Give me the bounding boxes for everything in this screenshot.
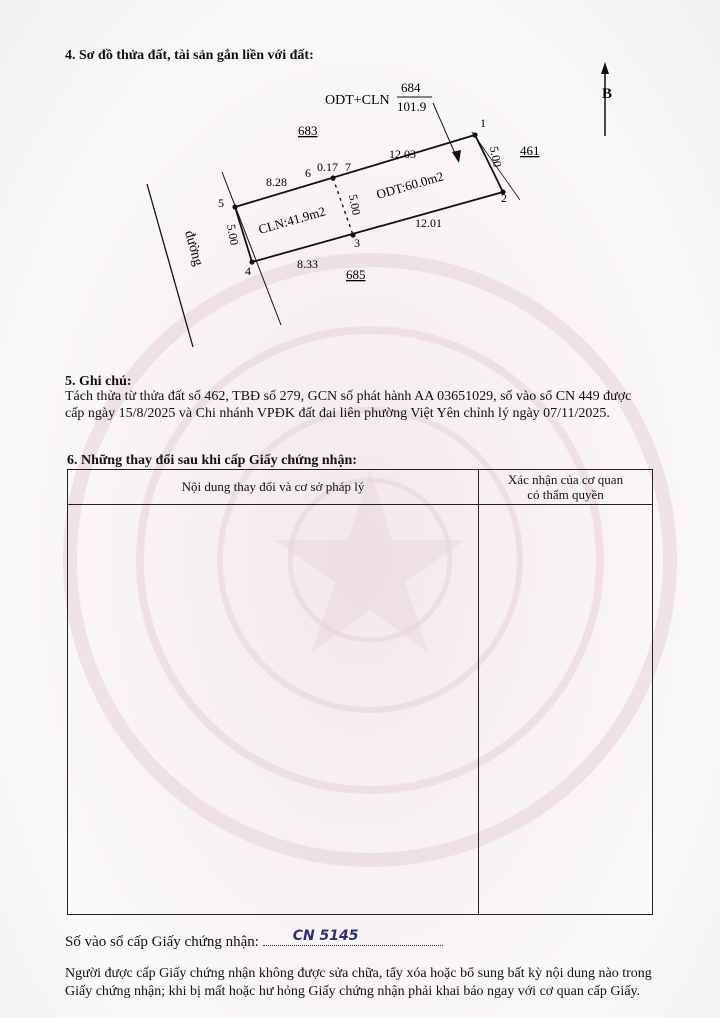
changes-table xyxy=(67,469,653,915)
north-label: B xyxy=(602,86,613,102)
parcel-area: 101.9 xyxy=(397,99,427,114)
note-line-1: Tách thửa từ thửa đất số 462, TBĐ số 279, GCN số phát hành AA 03651029, số vào sổ CN 449 được xyxy=(65,389,632,404)
point-3: 3 xyxy=(354,236,360,250)
section5-title: 5. Ghi chú: xyxy=(65,374,132,389)
parcel-number: 684 xyxy=(401,80,421,95)
dim-top-left: 8.28 xyxy=(266,175,287,189)
zone-cln: CLN:41.9m2 xyxy=(256,203,328,237)
road-label: đường xyxy=(181,228,206,268)
register-label: Số vào sổ cấp Giấy chứng nhận: xyxy=(65,934,259,950)
parcel-boundary xyxy=(235,135,503,262)
point-5: 5 xyxy=(218,196,224,210)
zone-odt: ODT:60.0m2 xyxy=(374,168,446,202)
dim-right: 5.00 xyxy=(487,145,505,169)
dim-left: 5.00 xyxy=(224,223,242,247)
north-arrow-head xyxy=(601,62,609,74)
changes-content-cell xyxy=(68,505,479,915)
neighbor-685: 685 xyxy=(346,267,366,282)
confirmation-cell xyxy=(479,505,653,915)
dim-inner: 5.00 xyxy=(346,193,364,217)
col-header-confirmation: Xác nhận của cơ quan có thẩm quyền xyxy=(479,470,653,505)
dim-bottom-left: 8.33 xyxy=(297,257,318,271)
dim-top-mid: 0.17 xyxy=(317,160,338,174)
col-header-changes: Nội dung thay đổi và cơ sở pháp lý xyxy=(68,470,479,505)
register-dotted-line xyxy=(263,928,443,946)
warning-line-2: Giấy chứng nhận; khi bị mất hoặc hư hỏng Giấy chứng nhận phải khai báo ngay với cơ quan cấp Giấy. xyxy=(65,984,641,999)
neighbor-461: 461 xyxy=(520,143,540,158)
point-2: 2 xyxy=(501,191,507,205)
section4-title: 4. Sơ đồ thửa đất, tài sản gắn liền với đất: xyxy=(65,48,314,63)
dim-bottom-right: 12.01 xyxy=(415,216,442,230)
parcel-label-prefix: ODT+CLN xyxy=(325,93,390,108)
neighbor-683: 683 xyxy=(298,123,318,138)
point-4: 4 xyxy=(245,264,251,278)
parcel-diagram xyxy=(0,60,720,360)
point-1: 1 xyxy=(480,116,486,130)
warning-line-1: Người được cấp Giấy chứng nhận không được sửa chữa, tẩy xóa hoặc bổ sung bất kỳ nội dung nào trong xyxy=(65,966,652,981)
register-value: CN 5145 xyxy=(292,928,359,944)
note-line-2: cấp ngày 15/8/2025 và Chi nhánh VPĐK đất đai liên phường Việt Yên chỉnh lý ngày 07/11/2025. xyxy=(65,406,610,421)
section6-title: 6. Những thay đổi sau khi cấp Giấy chứng nhận: xyxy=(67,453,357,468)
point-6: 6 xyxy=(305,166,311,180)
dim-top-right: 12.03 xyxy=(389,147,416,161)
point-7: 7 xyxy=(345,160,351,174)
road-edge xyxy=(147,184,193,347)
register-line xyxy=(65,928,443,951)
